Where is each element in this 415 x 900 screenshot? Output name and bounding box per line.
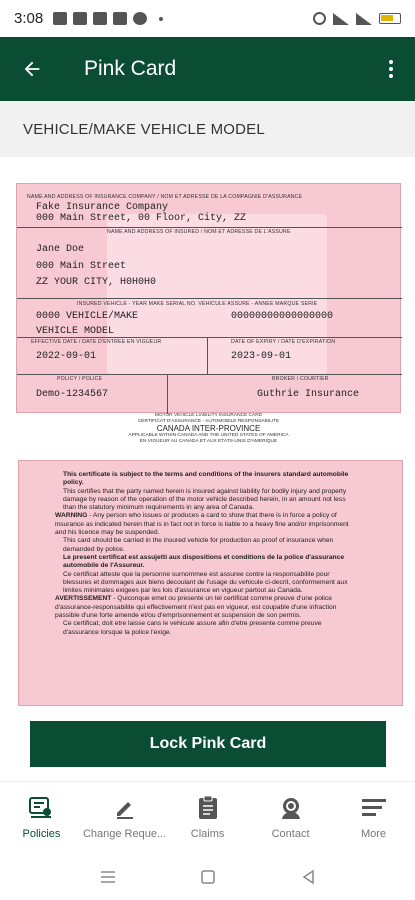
overflow-menu-button[interactable] (367, 37, 415, 101)
system-back-button[interactable] (298, 869, 318, 885)
vehicle-header (0, 101, 415, 157)
divider (17, 374, 402, 375)
more-notifications-icon (159, 17, 163, 21)
card-watermark (107, 214, 327, 374)
policies-icon (27, 794, 55, 822)
divider (17, 337, 402, 338)
triangle-back-icon (301, 869, 315, 885)
insured-city: ZZ YOUR CITY, H0H0H0 (36, 277, 157, 288)
warning-heading-fr: AVERTISSEMENT (55, 595, 112, 603)
app-bar (0, 37, 415, 101)
home-button[interactable] (198, 869, 218, 885)
nav-label: Policies (22, 828, 61, 840)
warning-text-fr: - Quiconque emet ou presente un tel certificat comme preuve d'une police d'assurance-responsabilite qui effectivement n'est pas en vigueur, est coupable d'une infraction passible d'une forte amende et/ou d'emprisonnement et suspension de son permis. (55, 595, 337, 620)
recent-apps-button[interactable] (98, 869, 118, 885)
vehicle-make: 0000 VEHICLE/MAKE (36, 311, 139, 322)
system-navigation-bar (0, 853, 415, 900)
terms-paragraph-fr: Ce certificat, doit etre laisse cans le vehicule assure afin d'etre presente comme preuve d'assurance lorsque la police l'exige. (63, 620, 322, 636)
terms-paragraph: This card should be carried in the insured vehicle for production as proof of insurance when demanded by police. (63, 537, 334, 553)
recent-apps-icon (100, 870, 116, 884)
terms-heading-fr: Le present certificat est assujetti aux dispositions et conditions de la police d'assurance automobile de l'Assureur. (63, 553, 345, 570)
back-button[interactable] (0, 37, 64, 101)
pink-card-back (18, 460, 403, 706)
policy-label: POLICY / POLICE (57, 376, 103, 382)
status-bar (0, 0, 415, 37)
policy-number: Demo-1234567 (36, 389, 109, 400)
bottom-navigation (0, 781, 415, 853)
signal-icon (333, 13, 349, 25)
nav-label: Claims (190, 828, 225, 840)
warning-heading: WARNING (55, 512, 88, 520)
broker-name: Guthrie Insurance (257, 389, 360, 400)
pink-card-front (16, 183, 401, 413)
clipboard-icon (194, 794, 222, 822)
card-front-footer (16, 413, 401, 453)
nav-label: Contact (271, 828, 310, 840)
nav-label: More (360, 828, 387, 840)
home-icon (200, 869, 216, 885)
app-icon (133, 12, 147, 25)
insurer-label: NAME AND ADDRESS OF INSURANCE COMPANY / NOM ET ADRESSE DE LA COMPAGNIE D'ASSURANCE (27, 194, 303, 200)
alarm-icon (313, 12, 326, 25)
headset-icon (277, 794, 305, 822)
divider (167, 374, 168, 414)
nav-item-more[interactable] (332, 782, 415, 853)
camera-icon (113, 12, 127, 25)
nav-label: Change Reque... (82, 828, 167, 840)
expiry-date: 2023-09-01 (231, 351, 292, 362)
effective-date-label: EFFECTIVE DATE / DATE D'ENTREE EN VIGUEUR (31, 339, 162, 345)
insured-address: 000 Main Street (36, 261, 127, 272)
lock-pink-card-button[interactable]: Lock Pink Card (30, 721, 386, 767)
more-vert-icon (389, 60, 393, 64)
card-terms-text (55, 471, 356, 637)
terms-paragraph: This certifies that the party named herein is insured against liability for bodily injury and property damage by reason of the operation of the motor vehicle described herein, in an amount not less than the statutory minimum requirements in any area of Canada. (63, 487, 347, 512)
status-time: 3:08 (14, 10, 44, 27)
vehicle-serial: 00000000000000000 (231, 311, 334, 322)
nav-item-contact[interactable] (249, 782, 332, 853)
hamburger-icon (360, 794, 388, 822)
footer-line: MOTOR VEHICLE LIABILITY INSURANCE CARD (154, 413, 263, 418)
signal-lte-icon (356, 13, 372, 25)
nav-item-policies[interactable] (0, 782, 83, 853)
warning-text: - Any person who issues or produces a card to show that there is in force a policy of insurance as indicated herein that is in fact not in force is liable to a heavy fine and/or imprisonment and his licence may be suspended. (55, 512, 349, 537)
vehicle-model: VEHICLE MODEL (36, 326, 115, 337)
broker-label: BROKER / COURTIER (272, 376, 329, 382)
expiry-date-label: DATE OF EXPIRY / DATE D'EXPIRATION (231, 339, 336, 345)
tools-icon (73, 12, 87, 25)
nav-item-claims[interactable] (166, 782, 249, 853)
insured-name: Jane Doe (36, 244, 85, 255)
status-system-icons (313, 12, 401, 25)
footer-line: EN VIGUEUR AU CANADA ET AUX ETATS-UNIS D'AMERIQUE (139, 438, 278, 444)
footer-line: CERTIFICAT D'ASSURANCE - AUTOMOBILE RESPONSABILITE (137, 418, 280, 424)
footer-line: APPLICABLE WITHIN CANADA AND THE UNITED STATES OF AMERICA (128, 433, 289, 439)
footer-title: CANADA INTER-PROVINCE (156, 424, 261, 434)
nav-item-change-requests[interactable] (83, 782, 166, 853)
battery-icon (379, 13, 401, 24)
terms-heading: This certificate is subject to the terms and conditions of the insurers standard automobile policy. (63, 471, 349, 487)
insurer-name: Fake Insurance Company (36, 202, 169, 213)
terms-paragraph-fr: Ce certificat atteste que la personne surnommee est assuree contre la responsabilite pour blessures et dommages aux biens decoulant de l'usage du vehicule ci-decrit, conformement aux limites minimales exigees par les lois d'assurance en vigueur partout au Canada. (63, 570, 348, 595)
vehicle-title: VEHICLE/MAKE VEHICLE MODEL (23, 120, 265, 138)
effective-date: 2022-09-01 (36, 351, 97, 362)
arrow-left-icon (21, 58, 43, 80)
divider (207, 337, 208, 375)
vehicle-label: INSURED VEHICLE - YEAR MAKE SERIAL NO. VEHICULE ASSURE - ANNEE MARQUE SERIE (77, 301, 318, 307)
youtube-icon (93, 12, 107, 25)
insurer-address: 000 Main Street, 00 Floor, City, ZZ (36, 213, 247, 224)
linkedin-icon (53, 12, 67, 25)
divider (17, 227, 402, 228)
status-notification-icons (53, 12, 163, 25)
pencil-icon (111, 794, 139, 822)
divider (17, 298, 402, 299)
insured-label: NAME AND ADDRESS OF INSURED / NOM ET ADRESSE DE L'ASSURE (107, 229, 291, 235)
page-title: Pink Card (84, 57, 177, 80)
